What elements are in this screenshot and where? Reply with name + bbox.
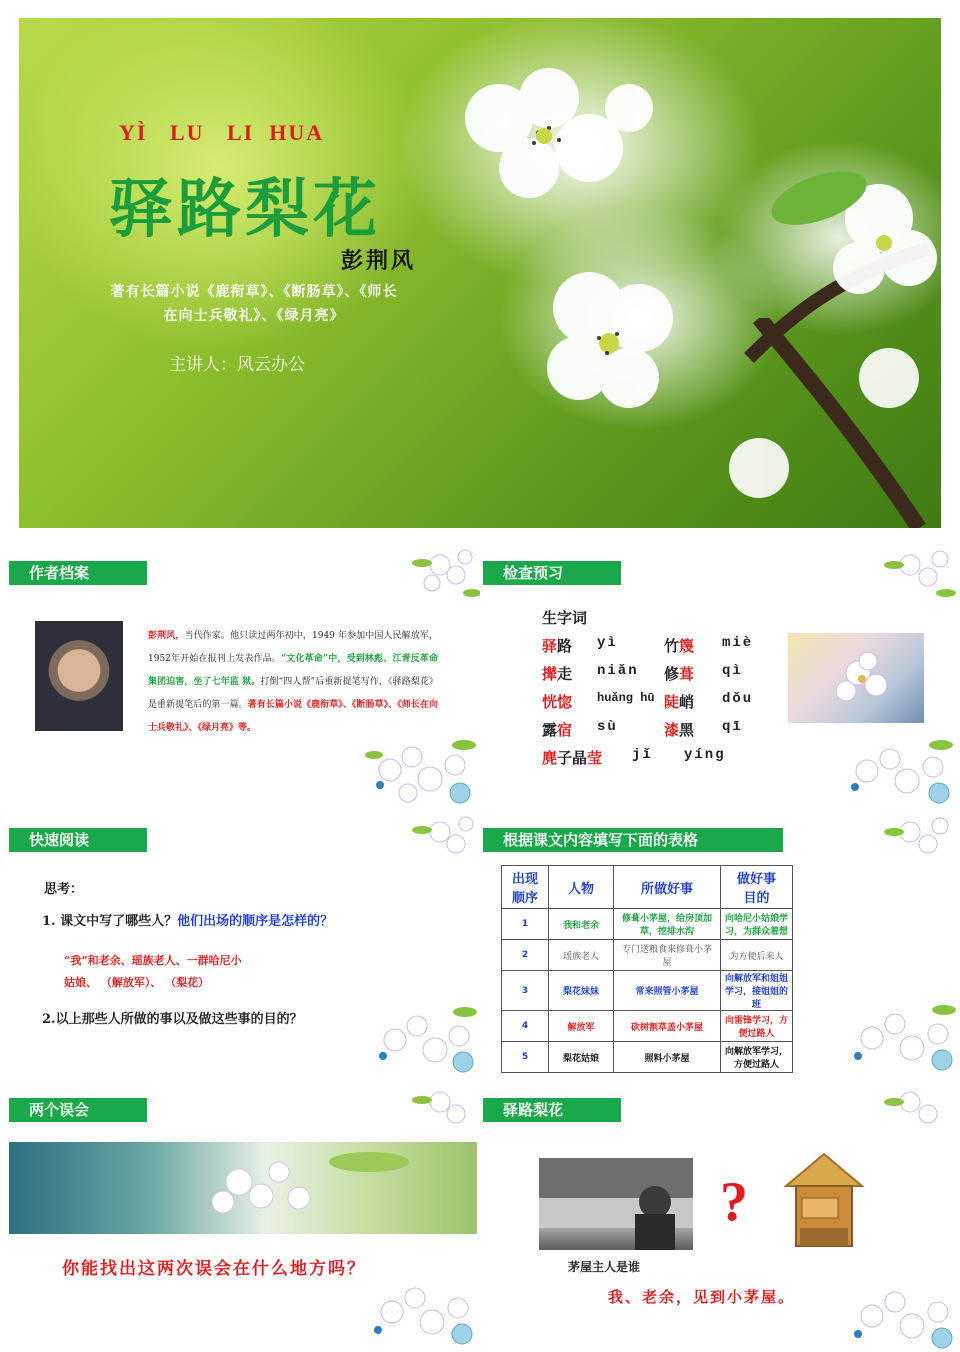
author-photo (35, 621, 123, 731)
author-bw-photo (539, 1158, 693, 1250)
flower-decoration (410, 812, 480, 872)
question-1: 1. 课文中写了哪些人？他们出场的顺序是怎样的？ (42, 914, 334, 929)
photo-caption: 茅屋主人是谁 (568, 1260, 641, 1274)
question-mark: ? (720, 1171, 748, 1233)
works-line-1: 著有长篇小说《鹿衔草》、《断肠草》、《师长 (110, 284, 398, 300)
flower-decoration (365, 1002, 480, 1080)
answer-1-line-1: “我”和老余、瑶族老人、一群哈尼小 (64, 954, 242, 967)
vocab-row: 驿路 yì 竹篾 miè (542, 635, 754, 655)
section-banner: 根据课文内容填写下面的表格 (483, 828, 783, 852)
vocab-panel (480, 545, 960, 810)
section-banner: 作者档案 (9, 561, 147, 585)
vocab-row: 恍惚 huǎng hū 陡峭 dǒu (542, 691, 754, 711)
author-panel (0, 545, 480, 810)
section-banner: 快速阅读 (9, 828, 147, 852)
presenter: 主讲人：风云办公 (169, 355, 305, 375)
blossom-decoration (519, 248, 719, 448)
flower-decoration (360, 735, 480, 810)
think-label: 思考： (44, 882, 84, 897)
flower-decoration (880, 1082, 960, 1137)
bio-name: 彭荆风， (148, 631, 185, 641)
flower-decoration (410, 1082, 480, 1137)
question-2: 2.以上那些人所做的事以及做这些事的目的？ (42, 1012, 303, 1027)
flower-decoration (410, 545, 480, 605)
bio-highlight: “文化革命”中，受到林彪、江青反革命集团迫害，坐了七年监 狱。 (148, 654, 439, 687)
answer-1-line-2: 姑娘、 （解放军）、 （梨花） (64, 976, 210, 989)
table-header-row (502, 866, 793, 909)
flower-decoration (360, 1274, 480, 1352)
table-row: 4 解放军 砍树割草盖小茅屋 向雷锋学习，方便过路人 (502, 1011, 793, 1042)
vocab-row: 麂子晶莹 jǐ yíng (542, 747, 726, 767)
deeds-table (501, 865, 793, 1073)
table-row: 3 梨花妹妹 常来照管小茅屋 向解放军和姐姐学习，接姐姐的班 (502, 971, 793, 1011)
bio-works: 著有长篇小说《鹿衔草》、《断肠草》、《师长在向士兵敬礼》、《绿月亮》等。 (148, 700, 438, 733)
table-row: 1 我和老余 修葺小茅屋，给房顶加草，挖排水沟 向哈尼小姑娘学习，为群众着想 (502, 909, 793, 940)
flower-decoration (880, 545, 960, 605)
flower-decoration (835, 735, 960, 810)
blossom-photo (788, 633, 924, 723)
owner-panel (480, 1082, 960, 1352)
header-deed: 所做好事 (614, 866, 721, 909)
vocab-row: 撵走 niǎn 修葺 qì (542, 663, 743, 683)
header-person: 人物 (549, 866, 614, 909)
answer-text: 我、老余，见到小茅屋。 (608, 1288, 796, 1306)
table-row: 2 瑶族老人 专门送粮食来修葺小茅屋 为方便后来人 (502, 940, 793, 971)
title-pinyin: YÌ LU LI HUA (119, 120, 325, 145)
header-order: 出现 顺序 (502, 866, 549, 909)
table-row: 5 梨花姑娘 照料小茅屋 向解放军学习，方便过路人 (502, 1042, 793, 1073)
vocab-row: 露宿 sù 漆黑 qī (542, 719, 743, 739)
branch-decoration (719, 318, 941, 528)
blossom-photo (9, 1142, 477, 1234)
section-banner: 检查预习 (483, 561, 621, 585)
reading-panel (0, 812, 480, 1080)
author-name: 彭荆风 (341, 248, 417, 274)
flower-decoration (840, 1278, 960, 1352)
bio-text: 当代作家。他只读过两年初中，1949 年参加中国人民解放军，1952年开始在报刊上发表作品。 (148, 631, 438, 664)
flower-decoration (840, 1000, 960, 1080)
flower-decoration (880, 812, 960, 872)
works-line-2: 在向士兵敬礼》、《绿月亮》 (163, 308, 345, 324)
vocab-heading: 生字词 (542, 609, 588, 627)
header-goal: 做好事 目的 (721, 866, 793, 909)
cover-slide (19, 18, 941, 528)
section-banner: 两个误会 (9, 1098, 147, 1122)
author-bio (148, 625, 438, 740)
misunderstanding-question: 你能找出这两次误会在什么地方吗？ (62, 1259, 366, 1279)
page-title: 驿路梨花 (109, 173, 381, 247)
table-panel (480, 812, 960, 1080)
section-banner: 驿路梨花 (483, 1098, 621, 1122)
bio-text: 打倒“四人帮”后重新提笔写作，《驿路梨花》是重新提笔后的第一篇。 (148, 677, 438, 710)
misunderstanding-panel (0, 1082, 480, 1352)
blossom-decoration (439, 58, 669, 238)
hut-icon (780, 1148, 868, 1258)
